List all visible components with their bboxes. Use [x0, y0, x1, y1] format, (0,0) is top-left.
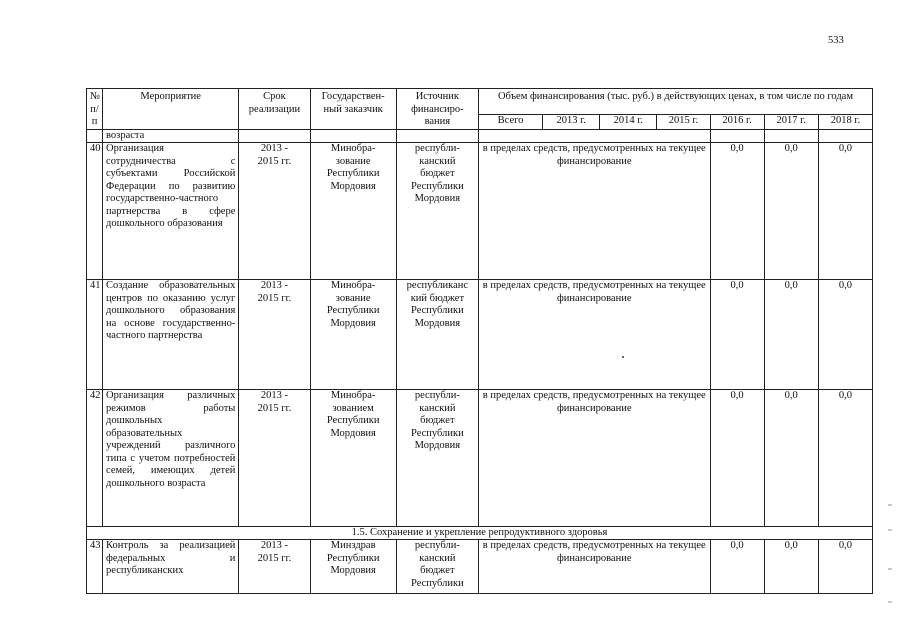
section-title: 1.5. Сохранение и укрепление репродуктивного здоровья: [87, 527, 873, 540]
row-2017: 0,0: [764, 390, 818, 527]
row-2017: 0,0: [764, 143, 818, 280]
row-term: 2013 - 2015 гг.: [239, 143, 310, 280]
row-2018: 0,0: [818, 143, 872, 280]
continuation-row: [87, 129, 873, 143]
header-year: 2018 г.: [818, 115, 872, 129]
row-source: республи- канский бюджет Республики: [396, 540, 478, 594]
row-source: республи- канский бюджет Республики Мордовия: [396, 390, 478, 527]
row-term: 2013 - 2015 гг.: [239, 280, 310, 390]
row-source: республи- канский бюджет Республики Мордовия: [396, 143, 478, 280]
table-row: [87, 540, 873, 594]
row-funding: в пределах средств, предусмотренных на текущее финансирование: [478, 143, 710, 280]
header-event: Мероприятие: [103, 89, 239, 130]
row-term: 2013 - 2015 гг.: [239, 540, 310, 594]
table-row: [87, 390, 873, 527]
row-2018: 0,0: [818, 390, 872, 527]
row-event: Организация сотрудничества с субъектами Российской Федерации по развитию государственно-частного партнерства в сфере дошкольного образования: [103, 143, 239, 280]
row-num: 42: [87, 390, 103, 527]
row-num: 41: [87, 280, 103, 390]
continuation-text: возраста: [103, 129, 239, 143]
header-year: 2014 г.: [600, 115, 657, 129]
table-row: [87, 143, 873, 280]
row-event: Создание образовательных центров по оказанию услуг дошкольного образования на основе государственно-частного партнерства: [103, 280, 239, 390]
row-2016: 0,0: [710, 540, 764, 594]
row-customer: Минобра- зованием Республики Мордовия: [310, 390, 396, 527]
header-volume: Объем финансирования (тыс. руб.) в действующих ценах, в том числе по годам: [478, 89, 872, 115]
header-year: 2015 г.: [657, 115, 710, 129]
margin-mark: [888, 504, 892, 506]
header-year: 2013 г.: [543, 115, 600, 129]
header-year: 2016 г.: [710, 115, 764, 129]
row-2016: 0,0: [710, 280, 764, 390]
margin-mark: [888, 568, 892, 570]
row-source: республиканс кий бюджет Республики Мордовия: [396, 280, 478, 390]
row-customer: Минобра- зование Республики Мордовия: [310, 280, 396, 390]
row-event: Контроль за реализацией федеральных и республиканских: [103, 540, 239, 594]
row-event: Организация различных режимов работы дошкольных образовательных учреждений различного типа с учетом потребностей семей, имеющих детей дошкольного возраста: [103, 390, 239, 527]
header-term: Срок реализации: [239, 89, 310, 130]
header-num: № п/п: [87, 89, 103, 130]
row-num: 40: [87, 143, 103, 280]
table-row: [87, 280, 873, 390]
row-customer: Минобра- зование Республики Мордовия: [310, 143, 396, 280]
row-2016: 0,0: [710, 143, 764, 280]
row-2017: 0,0: [764, 540, 818, 594]
header-customer: Государствен- ный заказчик: [310, 89, 396, 130]
row-2017: 0,0: [764, 280, 818, 390]
header-year: Всего: [478, 115, 542, 129]
row-funding: в пределах средств, предусмотренных на текущее финансирование: [478, 390, 710, 527]
row-2016: 0,0: [710, 390, 764, 527]
program-table: [86, 88, 873, 594]
row-2018: 0,0: [818, 540, 872, 594]
row-customer: Минздрав Республики Мордовия: [310, 540, 396, 594]
margin-mark: [888, 601, 892, 603]
header-year: 2017 г.: [764, 115, 818, 129]
header-source: Источник финансиро- вания: [396, 89, 478, 130]
margin-mark: [888, 529, 892, 531]
row-funding: в пределах средств, предусмотренных на текущее финансирование: [478, 280, 710, 390]
page-number: 533: [828, 35, 844, 46]
row-num: 43: [87, 540, 103, 594]
section-row: [87, 527, 873, 540]
row-funding: в пределах средств, предусмотренных на текущее финансирование: [478, 540, 710, 594]
row-term: 2013 - 2015 гг.: [239, 390, 310, 527]
row-2018: 0,0: [818, 280, 872, 390]
